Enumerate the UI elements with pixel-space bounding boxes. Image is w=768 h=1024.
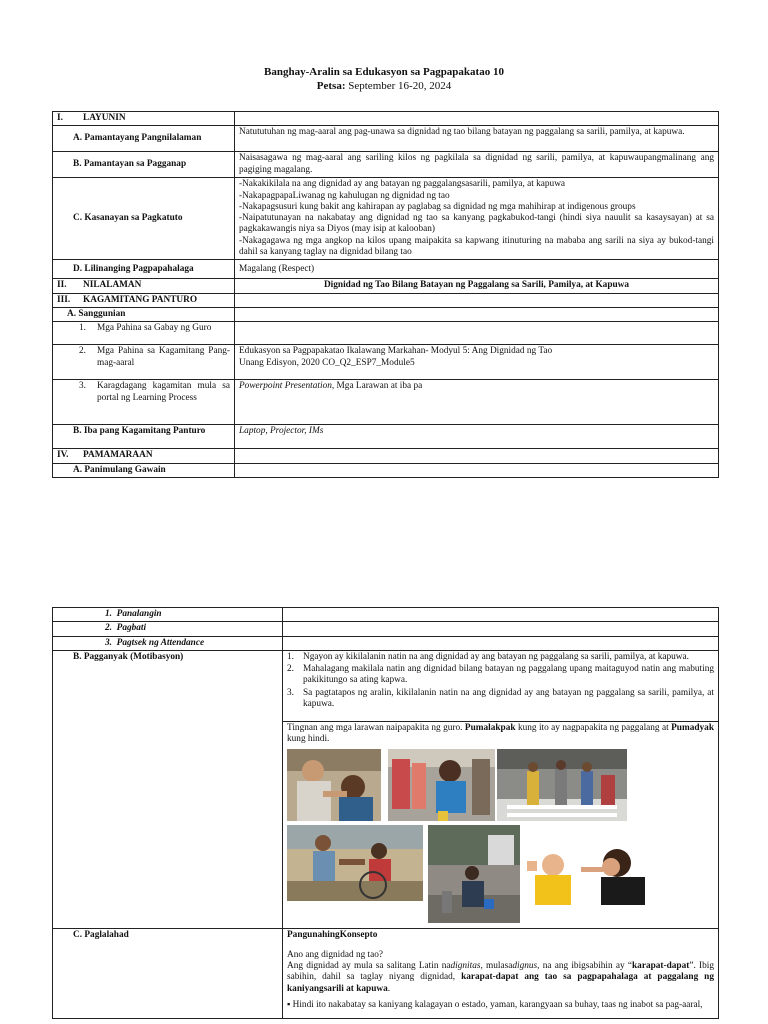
objective-text: Mahalagang makilala natin ang dignidad bilang batayan ng paggalang upang maitaguyod natin ang mabuting pakikitungo sa ating kapwa. (303, 664, 714, 686)
attendance-label: Pagtsek ng Attendance (116, 637, 205, 648)
layunin-cell (53, 112, 235, 126)
bullet-text: Hindi ito nakabatay sa kaniyang kalagayan o estado, yaman, karangyaan sa buhay, taas ng inabot sa pag-aaral, (292, 999, 703, 1010)
kasanayan-line: -Nakagagawa ng mga angkop na kilos upang maipakita sa kapwang itinuturing na mababa ang sarili na siya ay bukod-tangi dahil sa kanyang taglay na dignidad bilang tao (239, 235, 714, 258)
nilalaman-cell (53, 279, 235, 293)
karagdagang-num: 3. (79, 381, 86, 392)
instruction-text: kung ito ay nagpapakita ng paggalang at (515, 722, 672, 733)
kasanayan-line: -Nakakikilala na ang dignidad ay ang batayan ng paggalangsasarili, pamilya, at kapuwa (239, 179, 566, 190)
instruction-stomp: Pumadyak (671, 722, 714, 733)
pamamaraan-num: IV. (57, 450, 69, 461)
instruction-clap: Pumalakpak (464, 722, 516, 733)
panalangin-cell (53, 608, 283, 622)
lesson-plan-table-2 (52, 607, 719, 1019)
paragraph-text: , mulasa (480, 961, 513, 972)
pamamaraan-label: PAMAMARAAN (83, 450, 153, 461)
layunin-num: I. (57, 113, 63, 123)
objective-item (287, 688, 714, 711)
document-title: Banghay-Aralin sa Edukasyon sa Pagpapakatao 10 (264, 66, 504, 78)
karagdagang-cell (53, 380, 235, 425)
nilalaman-text: Dignidad ng Tao Bilang Batayan ng Paggalang sa Sarili, Pamilya, at Kapuwa (235, 279, 719, 293)
kagamitang-num: III. (57, 294, 71, 305)
paglalahad-text (283, 929, 719, 1019)
kasanayan-text (235, 178, 719, 260)
panimulang-label: A. Panimulang Gawain (53, 463, 235, 477)
pamantayang-pangnilalaman-text: Natututuhan ng mag-aaral ang pag-unawa sa dignidad ng tao bilang batayan ng paggalang sa sarili, pamilya, at kapuwa. (235, 126, 719, 152)
paragraph-bold: karapat-dapat ang tao sa pagpapahalaga at paggalang ng kaniyangsarili at kapuwa (287, 972, 714, 994)
sanggunian-empty (235, 307, 719, 321)
bullet-icon: ▪ (287, 999, 293, 1010)
pagganyak-label: B. Pagganyak (Motibasyon) (53, 650, 283, 929)
iba-pang-label: B. Iba pang Kagamitang Panturo (53, 425, 235, 449)
date-value: September 16-20, 2024 (348, 80, 452, 92)
pamamaraan-cell (53, 449, 235, 463)
photo-comforting (287, 749, 381, 821)
pamantayan-sa-pagganap-text: Naisasagawa ng mag-aaral ang sariling kilos ng pagkilala sa dignidad ng sarili, pamilya, at kapuwaupangmalinang ang pagiging magalang. (235, 152, 719, 178)
objective-num: 2. (287, 664, 294, 675)
kagamitang-empty (235, 293, 719, 307)
pagbati-num: 2. (105, 623, 112, 634)
pagbati-label: Pagbati (116, 623, 147, 634)
kagamitang-mag-aaral-num: 2. (79, 346, 86, 357)
attendance-cell (53, 636, 283, 650)
pamantayang-pangnilalaman-label: A. Pamantayang Pangnilalaman (53, 126, 235, 152)
photo-sidewalk-person (428, 825, 520, 923)
kasanayan-line: -Naipatutunayan na nakabatay ang dignidad ng tao sa kanyang pagkabukod-tangi (hindi siya nauulit sa kasaysayan) at sa pagkakawangis niya sa Diyos (may isip at kalooban) (239, 213, 714, 235)
layunin-empty (235, 112, 719, 126)
panalangin-num: 1. (105, 609, 112, 619)
gabay-text (235, 322, 719, 345)
objective-item (287, 652, 714, 663)
gabay-num: 1. (79, 323, 86, 334)
gabay-cell (53, 322, 235, 345)
gabay-label: Mga Pahina sa Gabay ng Guro (97, 323, 212, 334)
karapat-dapat-term: karapat-dapat (632, 961, 690, 972)
photo-grid (287, 749, 714, 927)
kagamitang-label: KAGAMITANG PANTURO (83, 294, 198, 305)
objective-num: 1. (287, 651, 294, 662)
pagbati-empty (283, 622, 719, 636)
pamantayan-sa-pagganap-label: B. Pamantayan sa Pagganap (53, 152, 235, 178)
photo-street-crossing (497, 749, 627, 821)
pagganyak-list (283, 650, 719, 721)
panimulang-empty (235, 463, 719, 477)
attendance-empty (283, 636, 719, 650)
attendance-num: 3. (105, 637, 112, 648)
powerpoint-text: Powerpoint Presentation (239, 381, 332, 392)
larawan-text: , Mga Larawan at iba pa (331, 381, 423, 392)
lilinanging-text: Magalang (Respect) (235, 260, 719, 279)
instruction-text: kung hindi. (287, 734, 330, 745)
paglalahad-heading: PangunahingKonsepto (287, 930, 378, 941)
paglalahad-paragraph (287, 961, 714, 995)
kasanayan-line: -NakapagpapaLiwanag ng kahulugan ng dignidad ng tao (239, 190, 450, 201)
kagamitang-mag-aaral-cell (53, 345, 235, 380)
karagdagang-label: Karagdagang kagamitan mula sa portal ng Learning Process (97, 381, 230, 403)
kagamitang-cell (53, 293, 235, 307)
paragraph-text: . (387, 983, 391, 994)
paragraph-text: Ang dignidad ay mula sa salitang Latin na (287, 961, 451, 972)
paglalahad-bullet (287, 1000, 714, 1011)
pamamaraan-empty (235, 449, 719, 463)
module-title: Edukasyon sa Pagpapakatao Ikalawang Markahan- Modyul 5: Ang Dignidad ng Tao (239, 346, 553, 357)
objective-text: Ngayon ay kikilalanin natin na ang dignidad ay ang batayan ng paggalang sa sarili, pamilya, at kapuwa. (303, 651, 689, 662)
photo-bullied-boy (388, 749, 495, 821)
module-edition: Unang Edisyon, 2020 CO_Q2_ESP7_Module5 (239, 357, 415, 368)
objective-text: Sa pagtatapos ng aralin, kikilalanin natin na ang dignidad ay ang batayan ng paggalang sa sarili, pamilya, at kapuwa. (303, 687, 714, 710)
document-date (0, 80, 768, 92)
pagganyak-activity (283, 721, 719, 929)
date-label: Petsa: (316, 80, 346, 92)
pagbati-cell (53, 622, 283, 636)
kasanayan-line: -Nakapagsusuri kung bakit ang kahirapan ay paglabag sa dignidad ng mga mahihirap at indigenous groups (239, 201, 636, 212)
latin-dignitas: dignitas (450, 961, 481, 972)
kasanayan-label: C. Kasanayan sa Pagkatuto (53, 178, 235, 260)
instruction-text: Tingnan ang mga larawan naipapakita ng guro. (287, 722, 465, 733)
activity-instruction (287, 723, 714, 746)
iba-pang-text: Laptop, Projector, IMs (235, 425, 719, 449)
lilinanging-label: D. Lilinanging Pagpapahalaga (53, 260, 235, 279)
karagdagang-text (235, 380, 719, 425)
nilalaman-num: II. (57, 280, 67, 291)
paglalahad-question: Ano ang dignidad ng tao? (287, 949, 384, 960)
kagamitang-mag-aaral-text (235, 345, 719, 380)
photo-scolding (525, 843, 649, 905)
photo-wheelchair-help (287, 825, 423, 901)
latin-dignus: dignus (512, 961, 538, 972)
objective-item (287, 664, 714, 687)
lesson-plan-table-1 (52, 111, 719, 478)
paragraph-text: , na ang ibigsabihin ay “ (537, 961, 632, 972)
kagamitang-mag-aaral-label: Mga Pahina sa Kagamitang Pang-mag-aaral (97, 346, 230, 368)
paglalahad-label: C. Paglalahad (53, 929, 283, 1019)
sanggunian-label: A. Sanggunian (53, 307, 235, 321)
paragraph-text: ”. Ibig sabihin, dahil sa taglay niyang dignidad, (287, 961, 714, 983)
nilalaman-label: NILALAMAN (83, 280, 142, 291)
layunin-label: LAYUNIN (83, 113, 126, 123)
panalangin-empty (283, 608, 719, 622)
panalangin-label: Panalangin (116, 609, 162, 619)
objective-num: 3. (287, 687, 294, 698)
